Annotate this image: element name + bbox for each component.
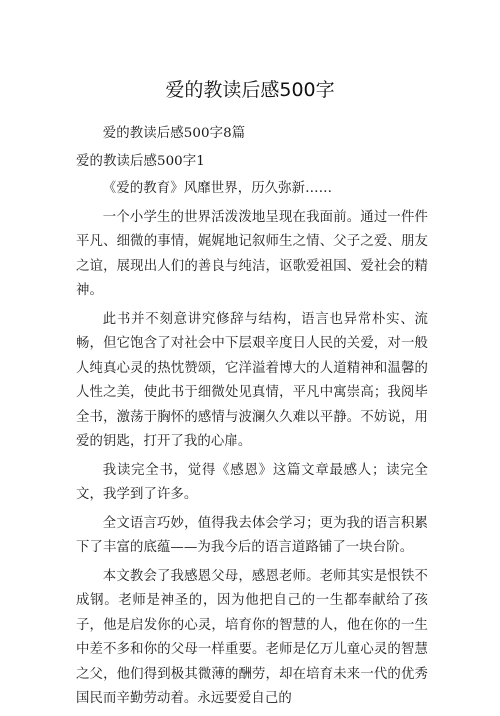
paragraph: 我读完全书，觉得《感恩》这篇文章最感人；读完全文，我学到了许多。 (76, 462, 428, 502)
document-body (76, 122, 428, 716)
paragraph: 《爱的教育》风靡世界，历久弥新…… (102, 181, 333, 196)
paragraph: 一个小学生的世界活泼泼地呈现在我面前。通过一件件平凡、细微的事情，娓娓地记叙师生之情、父子之爱、朋友之谊，展现出人们的善良与纯洁，讴歌爱祖国、爱社会的精神。 (76, 209, 428, 298)
paragraph: 本文教会了我感恩父母，感恩老师。老师其实是恨铁不成钢。老师是神圣的，因为他把自己的一生都奉献给了孩子，他是启发你的心灵，培育你的智慧的人，他在你的一生中差不多和你的父母一样重要。老师是亿万儿童心灵的智慧之父，他们得到极其微薄的酬劳，却在培育未来一代的优秀国民而辛勤劳动着。永远要爱自己的 (76, 568, 428, 706)
subtitle-line: 爱的教读后感500字8篇 (102, 126, 246, 141)
paragraph: 此书并不刻意讲究修辞与结构，语言也异常朴实、流畅，但它饱含了对社会中下层艰辛度日人民的关爱，对一般人纯真心灵的热忱赞颂，它洋溢着博大的人道精神和温馨的人性之美，使此书于细微处见真情，平凡中寓崇高；我阅毕全书，激荡于胸怀的感情与波澜久久难以平静。不妨说，用爱的钥匙，打开了我的心扉。 (76, 311, 428, 449)
paragraph: 全文语言巧妙，值得我去体会学习；更为我的语言积累下了丰富的底蕴——为我今后的语言道路铺了一块台阶。 (76, 515, 428, 555)
section-heading: 爱的教读后感500字1 (76, 153, 205, 169)
document-title: 爱的教读后感500字 (165, 79, 335, 101)
